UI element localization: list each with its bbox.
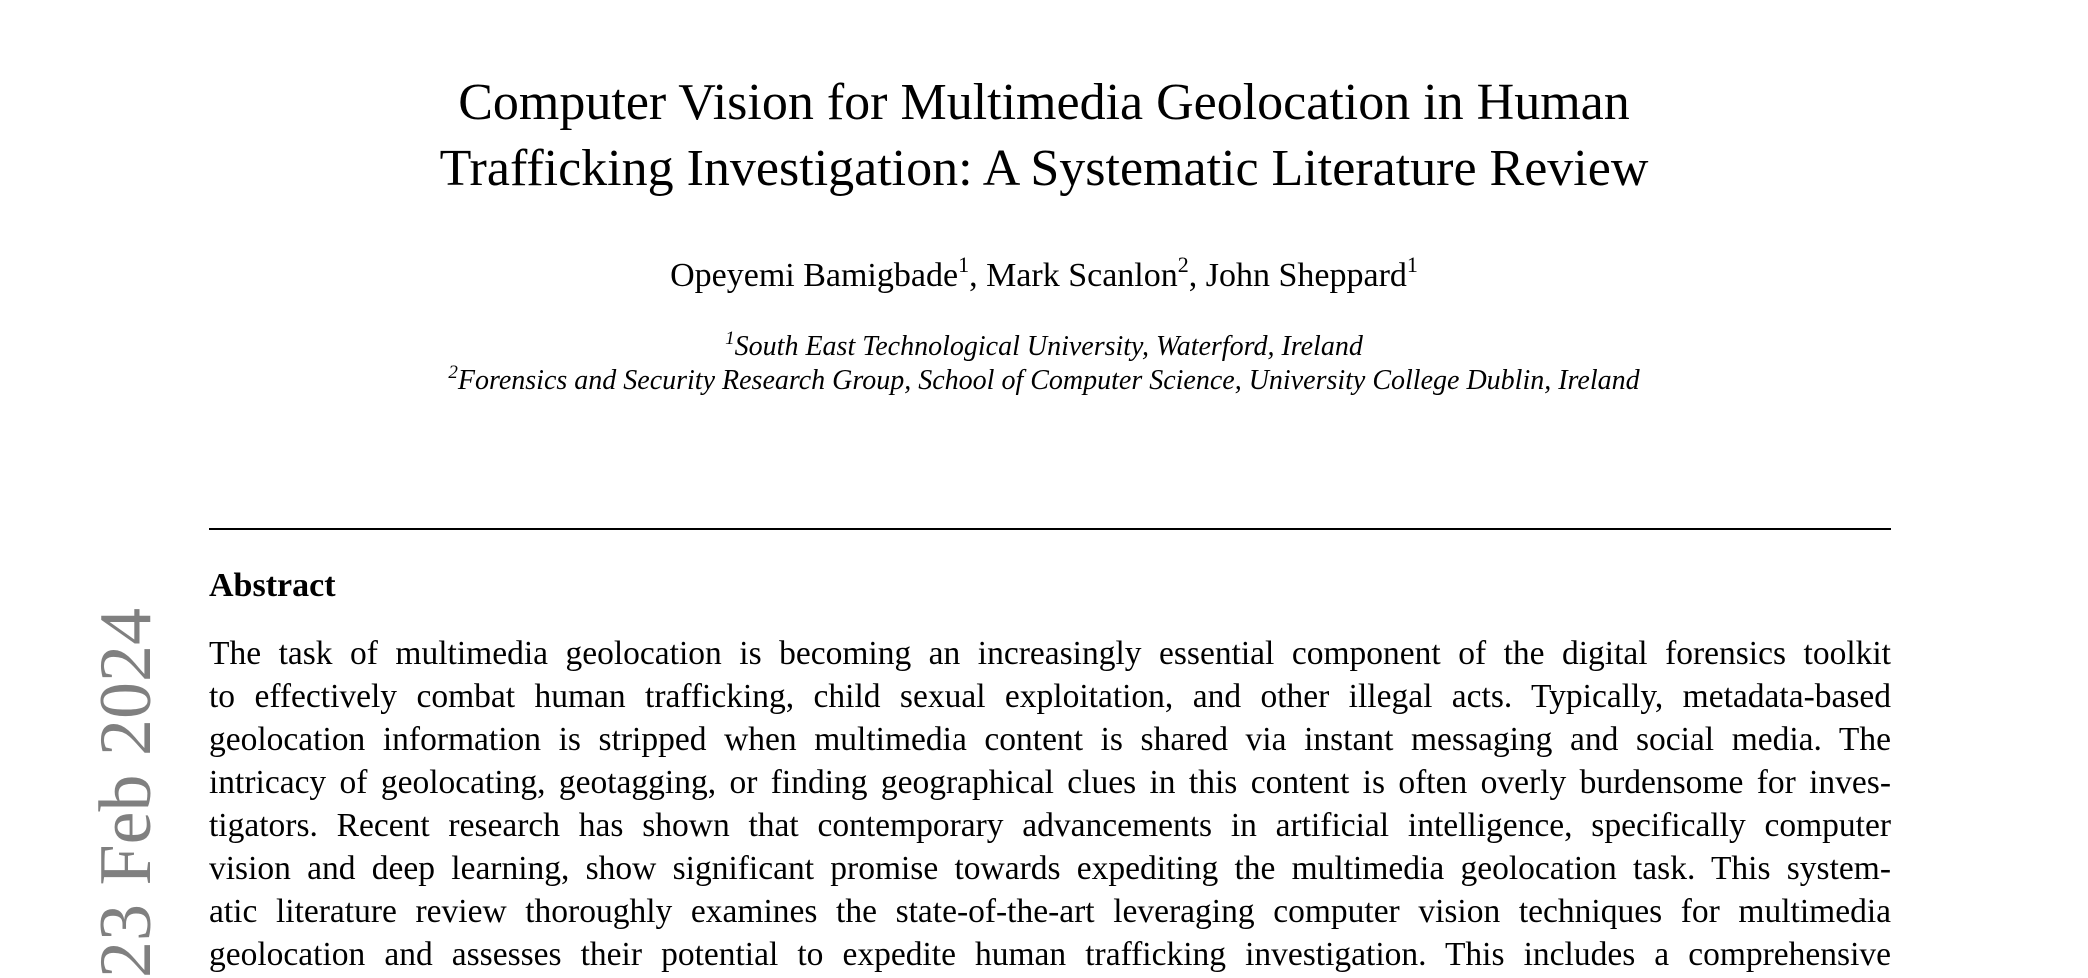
abstract-line: to effectively combat human trafficking, child sexual exploitation, and other illegal acts. Typically, metadata-based <box>209 678 1891 715</box>
affiliation-mark: 2 <box>448 362 458 383</box>
author-affiliation-mark: 2 <box>1177 252 1189 277</box>
abstract-text <box>209 632 1891 976</box>
author-separator: , <box>1188 257 1206 294</box>
affiliation-text: Forensics and Security Research Group, School of Computer Science, University College Dublin, Ireland <box>457 365 1640 396</box>
author-list <box>0 254 2088 298</box>
affiliation-2 <box>0 364 2088 398</box>
abstract-line: geolocation information is stripped when multimedia content is shared via instant messaging and social media. The <box>209 721 1891 758</box>
abstract-line: The task of multimedia geolocation is becoming an increasingly essential component of the digital forensics toolkit <box>209 635 1891 672</box>
paper-title <box>0 70 2088 202</box>
abstract-divider <box>209 528 1891 530</box>
author-name: John Sheppard <box>1205 257 1407 294</box>
author-name: Mark Scanlon <box>986 257 1178 294</box>
author-name: Opeyemi Bamigbade <box>670 257 959 294</box>
abstract-line: atic literature review thoroughly examines the state-of-the-art leveraging computer vision techniques for multimedia <box>209 893 1891 930</box>
affiliation-list <box>0 330 2088 398</box>
abstract-line: intricacy of geolocating, geotagging, or finding geographical clues in this content is often overly burdensome for inves- <box>209 764 1891 801</box>
author-affiliation-mark: 1 <box>958 252 970 277</box>
affiliation-mark: 1 <box>725 328 735 349</box>
abstract-line: vision and deep learning, show significant promise towards expediting the multimedia geolocation task. This system- <box>209 850 1891 887</box>
title-line-2: Trafficking Investigation: A Systematic Literature Review <box>439 140 1649 197</box>
author-separator: , <box>969 257 987 294</box>
abstract-heading: Abstract <box>209 567 336 604</box>
affiliation-text: South East Technological University, Waterford, Ireland <box>734 331 1363 362</box>
affiliation-1 <box>0 330 2088 364</box>
abstract-line: geolocation and assesses their potential to expedite human trafficking investigation. This includes a comprehensive <box>209 936 1891 973</box>
title-line-1: Computer Vision for Multimedia Geolocation in Human <box>458 74 1630 131</box>
arxiv-date-stamp: 23 Feb 2024 <box>85 608 167 978</box>
abstract-line: tigators. Recent research has shown that contemporary advancements in artificial intelligence, specifically computer <box>209 807 1891 844</box>
author-affiliation-mark: 1 <box>1406 252 1418 277</box>
